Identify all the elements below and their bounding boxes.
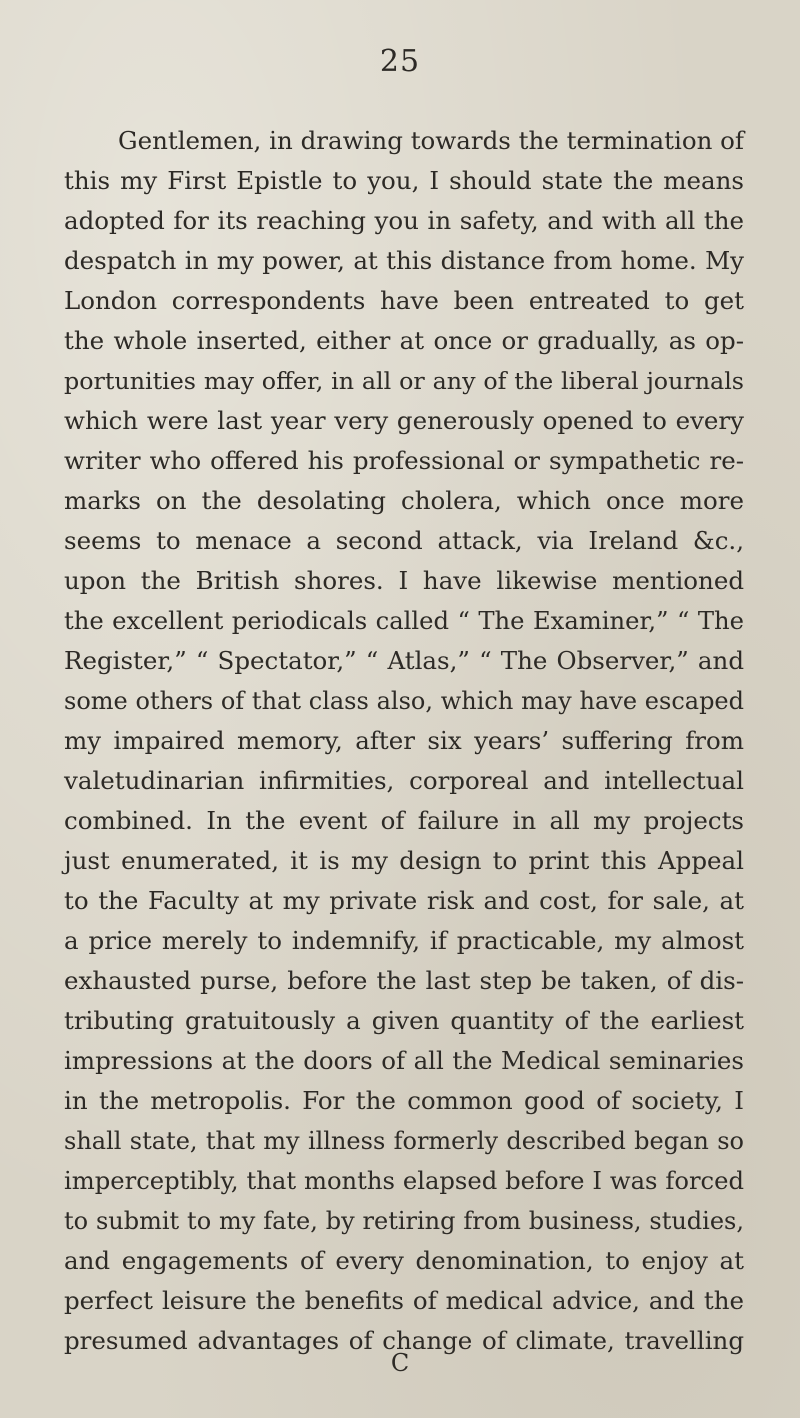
- text-line: London correspondents have been entreated to get: [64, 286, 744, 315]
- text-line: the whole inserted, either at once or gradually, as op-: [64, 326, 744, 355]
- text-line: adopted for its reaching you in safety, and with all the: [64, 206, 744, 235]
- text-line: writer who offered his professional or sympathetic re-: [64, 446, 744, 475]
- text-line: marks on the desolating cholera, which once more: [64, 486, 744, 515]
- text-line: some others of that class also, which may have escaped: [64, 687, 744, 715]
- text-line: despatch in my power, at this distance from home. My: [64, 246, 744, 275]
- text-line: valetudinarian infirmities, corporeal and intellectual: [64, 766, 744, 795]
- text-line: the excellent periodicals called “ The Examiner,” “ The: [64, 606, 744, 635]
- text-line: impressions at the doors of all the Medical seminaries: [64, 1046, 744, 1075]
- text-line: exhausted purse, before the last step be taken, of dis-: [64, 966, 744, 995]
- text-line: to submit to my fate, by retiring from business, studies,: [64, 1207, 744, 1235]
- text-line: to the Faculty at my private risk and cost, for sale, at: [64, 886, 744, 915]
- text-line: shall state, that my illness formerly described began so: [64, 1127, 744, 1155]
- text-line: a price merely to indemnify, if practicable, my almost: [64, 926, 744, 955]
- signature-mark: C: [390, 1349, 410, 1377]
- text-line: perfect leisure the benefits of medical advice, and the: [64, 1286, 744, 1315]
- text-line: which were last year very generously opened to every: [64, 406, 744, 435]
- text-line: my impaired memory, after six years’ suffering from: [64, 726, 744, 755]
- text-line: presumed advantages of change of climate, travelling: [64, 1326, 744, 1355]
- text-line: tributing gratuitously a given quantity of the earliest: [64, 1006, 744, 1035]
- text-line: Register,” “ Spectator,” “ Atlas,” “ The Observer,” and: [64, 646, 744, 675]
- page-number: 25: [379, 44, 421, 79]
- text-line: seems to menace a second attack, via Ireland &c.,: [64, 526, 744, 555]
- text-line: just enumerated, it is my design to print this Appeal: [64, 846, 744, 875]
- text-line: upon the British shores. I have likewise mentioned: [64, 566, 744, 595]
- text-line: in the metropolis. For the common good of society, I: [64, 1086, 744, 1115]
- text-line: this my First Epistle to you, I should state the means: [64, 166, 744, 195]
- text-line: combined. In the event of failure in all my projects: [64, 806, 744, 835]
- text-line: and engagements of every denomination, to enjoy at: [64, 1246, 744, 1275]
- text-line: Gentlemen, in drawing towards the termination of: [118, 126, 744, 155]
- text-line: portunities may offer, in all or any of the liberal journals: [64, 367, 744, 395]
- text-line: imperceptibly, that months elapsed before I was forced: [64, 1166, 744, 1195]
